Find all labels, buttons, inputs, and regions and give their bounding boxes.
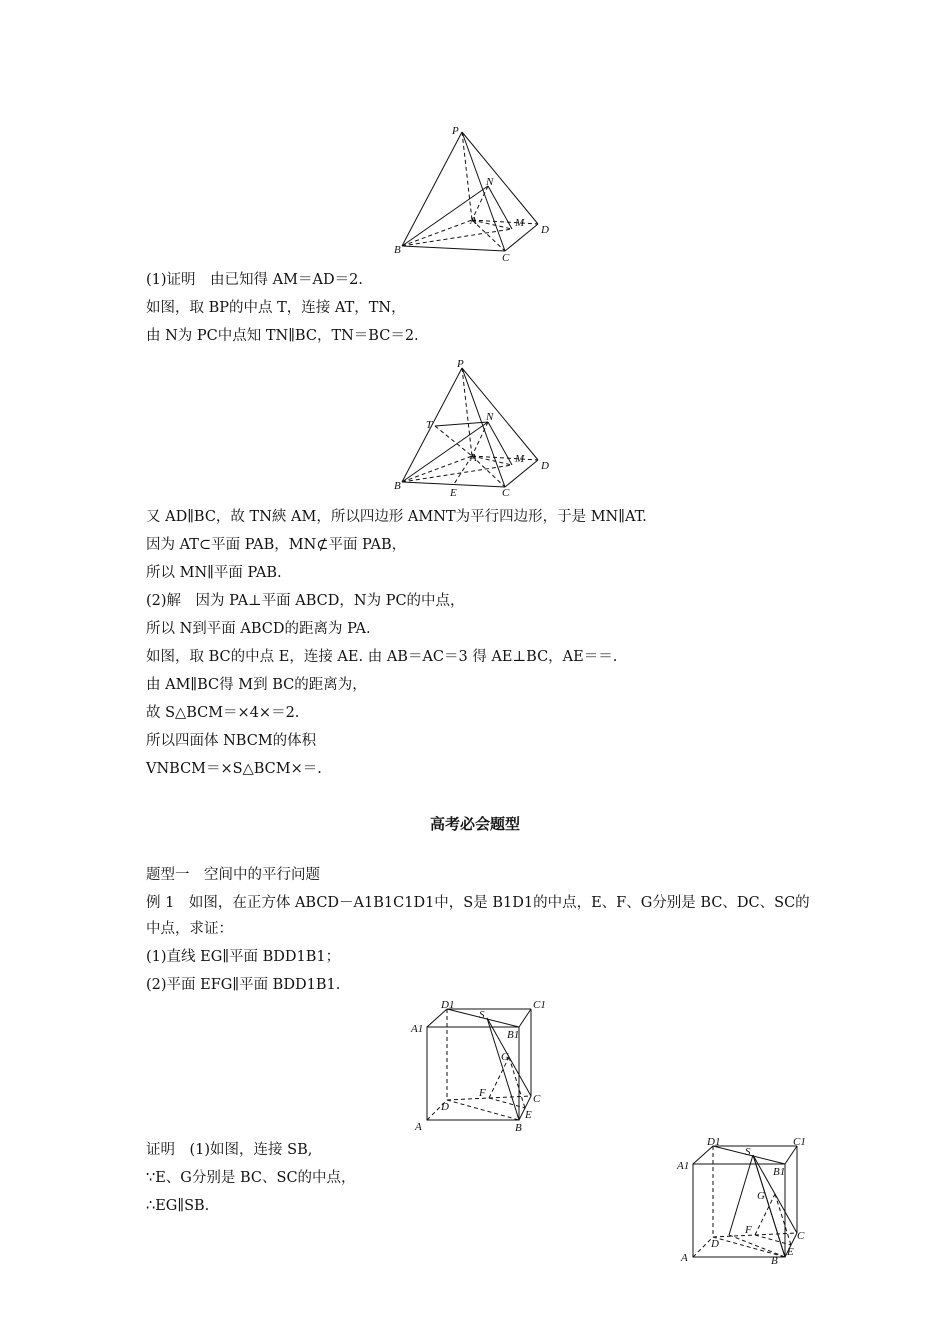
- proof3-line-2: ∵E、G分别是 BC、SC的中点，: [146, 1170, 356, 1186]
- label-D: D: [711, 1238, 719, 1250]
- proof1-line-2: 如图，取 BP的中点 T，连接 AT，TN，: [146, 300, 406, 316]
- label-C: C: [533, 1093, 541, 1105]
- label-B1: B1: [773, 1166, 786, 1178]
- label-B: B: [771, 1255, 778, 1267]
- proof3-line-3: ∴EG∥SB.: [146, 1198, 210, 1214]
- label-P: P: [457, 358, 464, 370]
- label-S: S: [479, 1009, 485, 1021]
- label-G: G: [757, 1190, 765, 1202]
- label-E: E: [525, 1109, 532, 1121]
- label-B: B: [515, 1122, 522, 1134]
- label-M: M: [515, 453, 525, 465]
- label-A: A: [681, 1252, 688, 1264]
- label-D1: D1: [707, 1137, 721, 1148]
- label-B: B: [394, 244, 401, 256]
- section-line-2: 例 1 如图，在正方体 ABCD－A1B1C1D1中，S是 B1D1的中点，E、F、G分别是 BC、DC、SC的: [146, 895, 810, 911]
- label-D1: D1: [441, 1000, 455, 1011]
- proof1-line-1: (1)证明 由已知得 AM＝AD＝2.: [146, 272, 363, 288]
- proof2-line-6: 如图，取 BC的中点 E，连接 AE. 由 AB＝AC＝3 得 AE⊥BC，AE＝＝.: [146, 649, 618, 665]
- section-line-3: 中点，求证：: [146, 921, 233, 937]
- label-S: S: [745, 1146, 751, 1158]
- section-line-4: (1)直线 EG∥平面 BDD1B1；: [146, 949, 341, 965]
- label-A: A: [470, 452, 477, 464]
- figure-pyramid-1: [390, 120, 560, 265]
- label-T: T: [426, 419, 433, 431]
- figure-pyramid-2: [390, 356, 560, 501]
- label-C: C: [797, 1230, 805, 1242]
- label-A1: A1: [677, 1160, 690, 1172]
- label-D: D: [441, 1101, 449, 1113]
- label-A: A: [470, 215, 477, 227]
- proof2-line-5: 所以 N到平面 ABCD的距离为 PA.: [146, 621, 371, 637]
- figure-cube-1: [405, 1000, 555, 1135]
- label-C: C: [502, 252, 510, 264]
- label-F: F: [479, 1087, 486, 1099]
- label-D: D: [541, 460, 549, 472]
- proof2-line-3: 所以 MN∥平面 PAB.: [146, 565, 282, 581]
- proof2-line-10: VNBCM＝×S△BCM×＝.: [146, 761, 322, 777]
- label-E: E: [787, 1246, 794, 1258]
- proof2-line-2: 因为 AT⊂平面 PAB，MN⊄平面 PAB，: [146, 537, 407, 553]
- section-line-1: 题型一 空间中的平行问题: [146, 867, 320, 883]
- label-C1: C1: [793, 1137, 806, 1148]
- label-A: A: [415, 1121, 422, 1133]
- section-heading: 高考必会题型: [429, 815, 520, 833]
- proof3-line-1: 证明 (1)如图，连接 SB,: [146, 1142, 313, 1158]
- label-G: G: [501, 1051, 509, 1063]
- label-C: C: [502, 487, 510, 499]
- proof2-line-8: 故 S△BCM＝×4×＝2.: [146, 705, 300, 721]
- label-E: E: [450, 487, 457, 499]
- figure-cube-2: [675, 1137, 815, 1267]
- label-M: M: [515, 217, 525, 229]
- proof2-line-7: 由 AM∥BC得 M到 BC的距离为，: [146, 677, 367, 693]
- proof2-line-4: (2)解 因为 PA⊥平面 ABCD，N为 PC的中点，: [146, 593, 465, 609]
- proof2-line-1: 又 AD∥BC，故 TN綊 AM，所以四边形 AMNT为平行四边形，于是 MN∥AT.: [146, 509, 647, 525]
- proof2-line-9: 所以四面体 NBCM的体积: [146, 733, 317, 749]
- label-B: B: [394, 480, 401, 492]
- proof1-line-3: 由 N为 PC中点知 TN∥BC，TN＝BC＝2.: [146, 328, 419, 344]
- label-N: N: [486, 176, 494, 188]
- label-C1: C1: [533, 1000, 546, 1011]
- section-line-5: (2)平面 EFG∥平面 BDD1B1.: [146, 977, 341, 993]
- label-P: P: [452, 125, 459, 137]
- label-B1: B1: [507, 1029, 520, 1041]
- label-F: F: [745, 1224, 752, 1236]
- label-N: N: [486, 411, 494, 423]
- label-A1: A1: [411, 1023, 424, 1035]
- label-D: D: [541, 224, 549, 236]
